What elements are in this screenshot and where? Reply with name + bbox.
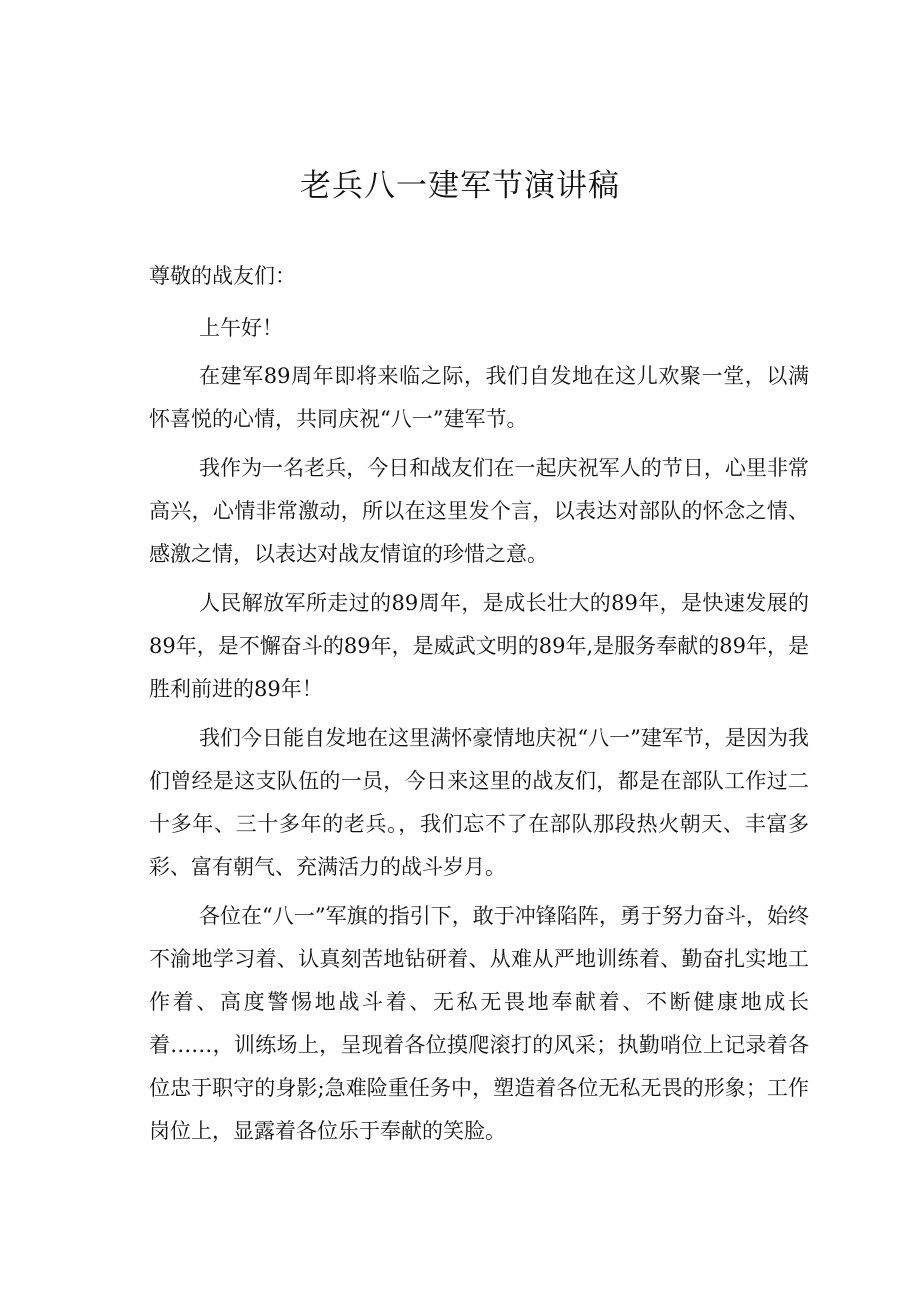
document-body bbox=[149, 255, 809, 1159]
paragraph-1: 在建军89周年即将来临之际，我们自发地在这儿欢聚一堂，以满怀喜悦的心情，共同庆祝“八一”建军节。 bbox=[149, 364, 809, 431]
salutation: 尊敬的战友们： bbox=[149, 264, 296, 288]
paragraph-4: 我们今日能自发地在这里满怀豪情地庆祝“八一”建军节，是因为我们曾经是这支队伍的一员，今日来这里的战友们，都是在部队工作过二十多年、三十多年的老兵。，我们忘不了在部队那段热火朝天、丰富多彩、富有朝气、充满活力的战斗岁月。 bbox=[149, 726, 809, 879]
paragraph-3: 人民解放军所走过的89周年，是成长壮大的89年，是快速发展的89年，是不懈奋斗的89年，是威武文明的89年,是服务奉献的89年，是胜利前进的89年！ bbox=[149, 591, 809, 701]
paragraph-5: 各位在“八一”军旗的指引下，敢于冲锋陷阵，勇于努力奋斗，始终不渝地学习着、认真刻苦地钻研着、从难从严地训练着、勤奋扎实地工作着、高度警惕地战斗着、无私无畏地奉献着、不断健康地成长着……，训练场上，呈现着各位摸爬滚打的风采；执勤哨位上记录着各位忠于职守的身影;急难险重任务中，塑造着各位无私无畏的形象；工作岗位上，显露着各位乐于奉献的笑脸。 bbox=[149, 904, 809, 1143]
paragraph-2: 我作为一名老兵，今日和战友们在一起庆祝军人的节日，心里非常高兴，心情非常激动，所以在这里发个言，以表达对部队的怀念之情、感激之情，以表达对战友情谊的珍惜之意。 bbox=[149, 456, 809, 566]
document-title: 老兵八一建军节演讲稿 bbox=[300, 168, 620, 204]
greeting: 上午好！ bbox=[199, 316, 283, 340]
